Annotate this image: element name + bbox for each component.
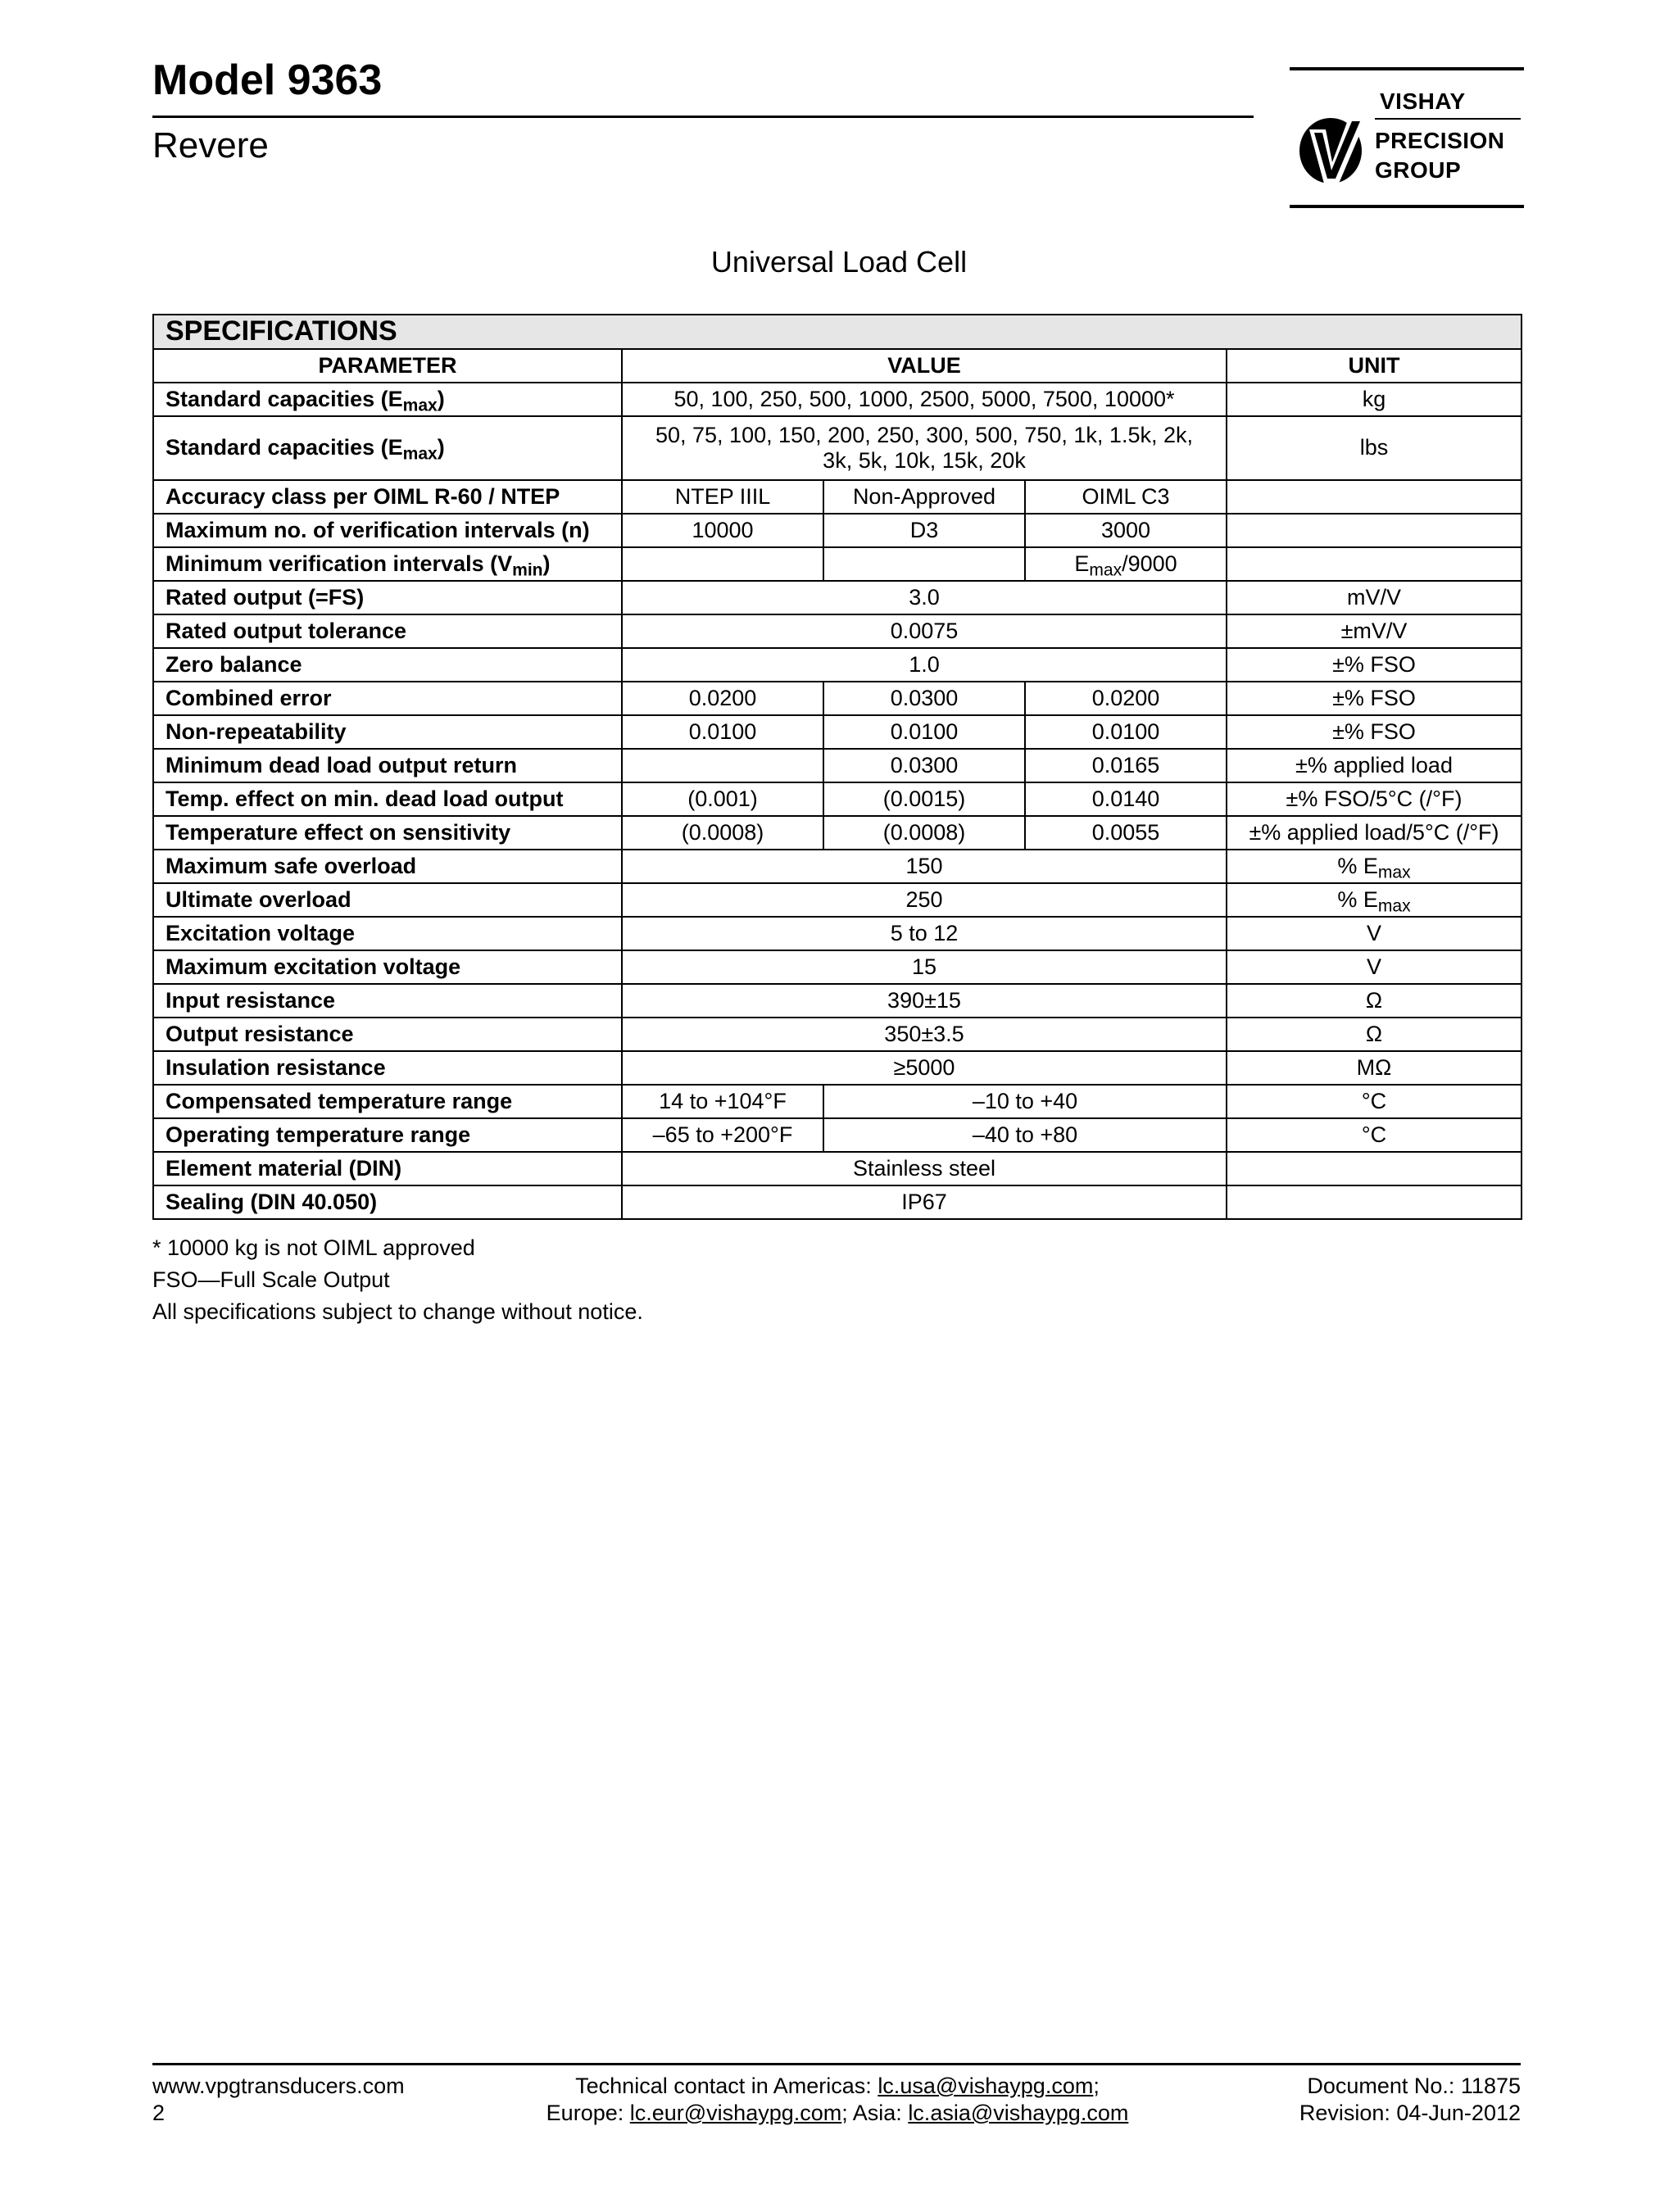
value-cell: (0.0015) xyxy=(823,782,1025,816)
unit-cell xyxy=(1227,1185,1522,1219)
value-cell: 3000 xyxy=(1025,514,1227,547)
param-cell: Temperature effect on sensitivity xyxy=(153,816,622,850)
specifications-table xyxy=(152,314,1522,1220)
table-row xyxy=(153,614,1522,648)
param-cell: Input resistance xyxy=(153,984,622,1018)
unit-cell: ±% FSO xyxy=(1227,715,1522,749)
table-row xyxy=(153,1185,1522,1219)
vishay-logo xyxy=(1290,67,1524,208)
value-cell: 0.0140 xyxy=(1025,782,1227,816)
value-cell: 50, 100, 250, 500, 1000, 2500, 5000, 7500, 10000* xyxy=(622,383,1227,416)
model-title: Model 9363 xyxy=(152,57,383,104)
param-cell: Standard capacities $(E_{max})$ xyxy=(153,383,622,416)
value-cell: D3 xyxy=(823,514,1025,547)
table-row xyxy=(153,1018,1522,1051)
table-row xyxy=(153,950,1522,984)
unit-cell: V xyxy=(1227,950,1522,984)
param-cell: Zero balance xyxy=(153,648,622,682)
value-cell: 0.0100 xyxy=(823,715,1025,749)
table-row xyxy=(153,682,1522,715)
param-cell: Accuracy class per OIML R-60 / NTEP xyxy=(153,480,622,514)
param-cell: Combined error xyxy=(153,682,622,715)
footnotes xyxy=(152,1232,643,1328)
unit-cell: ±% FSO xyxy=(1227,682,1522,715)
param-cell: Maximum no. of verification intervals (n) xyxy=(153,514,622,547)
table-title-row xyxy=(153,315,1522,349)
param-cell: Rated output (=FS) xyxy=(153,581,622,614)
value-cell: –10 to +40 xyxy=(823,1085,1227,1118)
value-cell: 50, 75, 100, 150, 200, 250, 300, 500, 750, 1k, 1.5k, 2k, 3k, 5k, 10k, 15k, 20k xyxy=(622,416,1227,480)
table-row xyxy=(153,816,1522,850)
value-cell: NTEP IIIL xyxy=(622,480,823,514)
table-row xyxy=(153,917,1522,950)
table-row xyxy=(153,1152,1522,1185)
table-row xyxy=(153,883,1522,917)
value-cell xyxy=(622,547,823,581)
unit-cell: ±mV/V xyxy=(1227,614,1522,648)
unit-cell: lbs xyxy=(1227,416,1522,480)
table-row xyxy=(153,984,1522,1018)
email-europe-link[interactable]: lc.eur@vishaypg.com xyxy=(629,2101,842,2125)
param-cell: Maximum excitation voltage xyxy=(153,950,622,984)
logo-rule xyxy=(1375,118,1521,120)
unit-cell: kg xyxy=(1227,383,1522,416)
header-parameter: PARAMETER xyxy=(153,349,622,383)
footnote-disclaimer: All specifications subject to change without notice. xyxy=(152,1299,643,1324)
value-cell: 10000 xyxy=(622,514,823,547)
value-cell: 15 xyxy=(622,950,1227,984)
unit-cell: Ω xyxy=(1227,1018,1522,1051)
unit-cell: Ω xyxy=(1227,984,1522,1018)
footnote-fso: FSO—Full Scale Output xyxy=(152,1267,390,1292)
value-cell: 0.0300 xyxy=(823,682,1025,715)
value-cell: 0.0200 xyxy=(622,682,823,715)
table-row xyxy=(153,648,1522,682)
unit-cell: % $E_{max}$ xyxy=(1227,850,1522,883)
table-row xyxy=(153,1085,1522,1118)
table-row xyxy=(153,782,1522,816)
unit-cell: ±% applied load xyxy=(1227,749,1522,782)
value-cell: $E_{max}/9000$ xyxy=(1025,547,1227,581)
param-cell: Minimum verification intervals $(V_{min})$ xyxy=(153,547,622,581)
value-cell: 3.0 xyxy=(622,581,1227,614)
unit-cell: % $E_{max}$ xyxy=(1227,883,1522,917)
value-cell: 0.0165 xyxy=(1025,749,1227,782)
param-cell: Rated output tolerance xyxy=(153,614,622,648)
unit-cell: ±% FSO/5°C (/°F) xyxy=(1227,782,1522,816)
document-subtitle: Universal Load Cell xyxy=(710,245,968,279)
logo-line-group: GROUP xyxy=(1375,157,1462,183)
param-cell: Ultimate overload xyxy=(153,883,622,917)
value-cell: Stainless steel xyxy=(622,1152,1227,1185)
unit-cell: mV/V xyxy=(1227,581,1522,614)
value-cell xyxy=(622,749,823,782)
unit-cell: ±% applied load/5°C (/°F) xyxy=(1227,816,1522,850)
unit-cell xyxy=(1227,514,1522,547)
param-cell: Sealing (DIN 40.050) xyxy=(153,1185,622,1219)
logo-line-vishay: VISHAY xyxy=(1380,88,1466,114)
param-cell: Minimum dead load output return xyxy=(153,749,622,782)
table-row xyxy=(153,416,1522,480)
contact-americas-label: Technical contact in Americas: xyxy=(575,2074,878,2098)
document-number: Document No.: 11875 xyxy=(1307,2074,1521,2098)
contact-separator: ; xyxy=(1093,2074,1100,2098)
unit-cell: ±% FSO xyxy=(1227,648,1522,682)
value-cell: ≥5000 xyxy=(622,1051,1227,1085)
param-cell: Non-repeatability xyxy=(153,715,622,749)
brand-name: Revere xyxy=(152,125,269,165)
unit-cell: V xyxy=(1227,917,1522,950)
unit-cell xyxy=(1227,547,1522,581)
param-cell: Element material (DIN) xyxy=(153,1152,622,1185)
param-cell: Excitation voltage xyxy=(153,917,622,950)
table-row xyxy=(153,850,1522,883)
website-link[interactable]: www.vpgtransducers.com xyxy=(152,2074,405,2098)
value-cell: 0.0300 xyxy=(823,749,1025,782)
value-cell: 0.0055 xyxy=(1025,816,1227,850)
table-row xyxy=(153,749,1522,782)
table-row xyxy=(153,547,1522,581)
footer-left xyxy=(152,2073,405,2127)
unit-cell: °C xyxy=(1227,1085,1522,1118)
param-cell: Compensated temperature range xyxy=(153,1085,622,1118)
footer-contacts xyxy=(459,2073,1216,2127)
param-cell: Operating temperature range xyxy=(153,1118,622,1152)
table-row xyxy=(153,1118,1522,1152)
unit-cell xyxy=(1227,1152,1522,1185)
email-usa-link[interactable]: lc.usa@vishaypg.com xyxy=(878,2074,1094,2098)
value-cell: 250 xyxy=(622,883,1227,917)
value-cell: 0.0100 xyxy=(1025,715,1227,749)
param-cell: Temp. effect on min. dead load output xyxy=(153,782,622,816)
value-cell: 0.0200 xyxy=(1025,682,1227,715)
value-cell: 350±3.5 xyxy=(622,1018,1227,1051)
value-cell: Non-Approved xyxy=(823,480,1025,514)
contact-europe-label: Europe: xyxy=(546,2101,630,2125)
value-cell: 14 to +104°F xyxy=(622,1085,823,1118)
value-cell: 150 xyxy=(622,850,1227,883)
header-value: VALUE xyxy=(622,349,1227,383)
logo-line-precision: PRECISION xyxy=(1375,128,1505,153)
value-cell: OIML C3 xyxy=(1025,480,1227,514)
table-row xyxy=(153,581,1522,614)
footer-right xyxy=(1299,2073,1521,2127)
value-cell: (0.001) xyxy=(622,782,823,816)
table-row xyxy=(153,514,1522,547)
vishay-v-mark-icon xyxy=(1298,113,1368,187)
param-cell: Insulation resistance xyxy=(153,1051,622,1085)
revision-date: Revision: 04-Jun-2012 xyxy=(1299,2101,1521,2125)
unit-cell xyxy=(1227,480,1522,514)
value-cell: IP67 xyxy=(622,1185,1227,1219)
table-row xyxy=(153,1051,1522,1085)
value-cell: 0.0075 xyxy=(622,614,1227,648)
value-cell: –40 to +80 xyxy=(823,1118,1227,1152)
param-cell: Standard capacities $(E_{max})$ xyxy=(153,416,622,480)
value-cell: (0.0008) xyxy=(823,816,1025,850)
value-cell: 0.0100 xyxy=(622,715,823,749)
value-cell: (0.0008) xyxy=(622,816,823,850)
value-cell: 5 to 12 xyxy=(622,917,1227,950)
table-row xyxy=(153,383,1522,416)
param-cell: Output resistance xyxy=(153,1018,622,1051)
table-header-row xyxy=(153,349,1522,383)
param-cell: Maximum safe overload xyxy=(153,850,622,883)
table-title: SPECIFICATIONS xyxy=(153,315,1522,349)
value-cell: 1.0 xyxy=(622,648,1227,682)
footer-divider xyxy=(152,2063,1521,2065)
page-number: 2 xyxy=(152,2101,166,2125)
contact-asia-label: ; Asia: xyxy=(841,2101,909,2125)
footnote-oiml: * 10000 kg is not OIML approved xyxy=(152,1235,475,1260)
table-row xyxy=(153,480,1522,514)
value-cell: 390±15 xyxy=(622,984,1227,1018)
header-divider xyxy=(152,116,1254,118)
value-cell: –65 to +200°F xyxy=(622,1118,823,1152)
value-cell xyxy=(823,547,1025,581)
unit-cell: °C xyxy=(1227,1118,1522,1152)
unit-cell: MΩ xyxy=(1227,1051,1522,1085)
email-asia-link[interactable]: lc.asia@vishaypg.com xyxy=(908,2101,1129,2125)
header-unit: UNIT xyxy=(1227,349,1522,383)
table-row xyxy=(153,715,1522,749)
